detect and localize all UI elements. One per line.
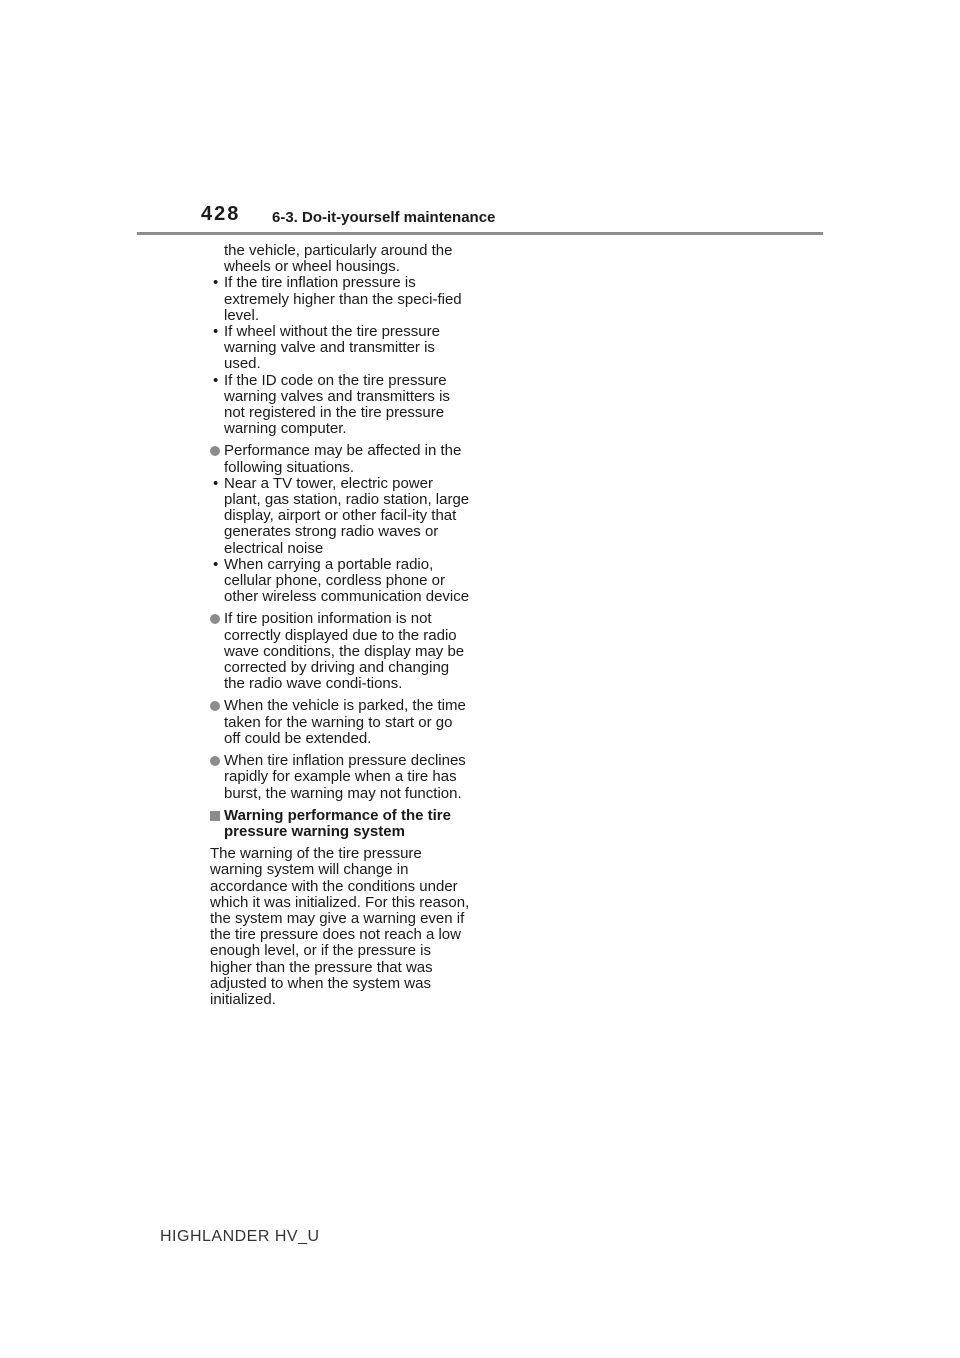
bullet-point [210,443,472,475]
list-item-text: If the ID code on the tire pressure warning valves and transmitters is not registered in the tire pressure warning computer. [224,371,450,438]
bullet-point [210,698,472,747]
bullet-text: If tire position information is not correctly displayed due to the radio wave conditions, the display may be corrected by driving and changing the radio wave condi-tions. [224,610,465,693]
list-item-text: If the tire inflation pressure is extremely higher than the speci-fied level. [224,274,462,324]
list-item [210,373,472,438]
bullet-circle-icon [210,756,220,766]
page-content [210,243,472,1008]
section-title: 6-3. Do-it-yourself maintenance [272,209,496,226]
page-number: 428 [201,203,241,225]
list-item [210,275,472,324]
body-paragraph: The warning of the tire pressure warning system will change in accordance with the conditions under which it was initialized. For this reason, the system may give a warning even if the tire pressure does not reach a low enough level, or if the pressure is higher than the pressure that was adjusted to when the system was initialized. [210,845,470,1008]
subsection-heading [210,808,472,840]
header-divider [137,232,823,235]
list-item-text: Near a TV tower, electric power plant, gas station, radio station, large display, airport or other facil-ity that generates strong radio waves or electrical noise [224,474,470,557]
bullet-circle-icon [210,446,220,456]
heading-text: Warning performance of the tire pressure warning system [224,806,451,840]
dash-marker: • [213,323,219,341]
continued-text: the vehicle, particularly around the wheels or wheel housings. [224,242,453,276]
bullet-text: When the vehicle is parked, the time taken for the warning to start or go off could be extended. [224,697,466,747]
bullet-text: When tire inflation pressure declines rapidly for example when a tire has burst, the warning may not function. [224,752,466,802]
dash-marker: • [213,371,219,389]
dash-marker: • [213,474,219,492]
bullet-text: Performance may be affected in the following situations. [224,442,462,476]
dash-marker: • [213,555,219,573]
footer-model-name: HIGHLANDER HV_U [160,1228,320,1245]
bullet-point [210,753,472,802]
bullet-circle-icon [210,701,220,711]
bullet-point [210,611,472,692]
bullet-circle-icon [210,614,220,624]
list-item-text: If wheel without the tire pressure warning valve and transmitter is used. [224,323,440,373]
list-item [210,557,472,606]
list-item [210,324,472,373]
square-bullet-icon [210,811,220,821]
list-item-text: When carrying a portable radio, cellular phone, cordless phone or other wireless communication device [224,555,470,606]
dash-marker: • [213,274,219,292]
list-item [210,476,472,557]
